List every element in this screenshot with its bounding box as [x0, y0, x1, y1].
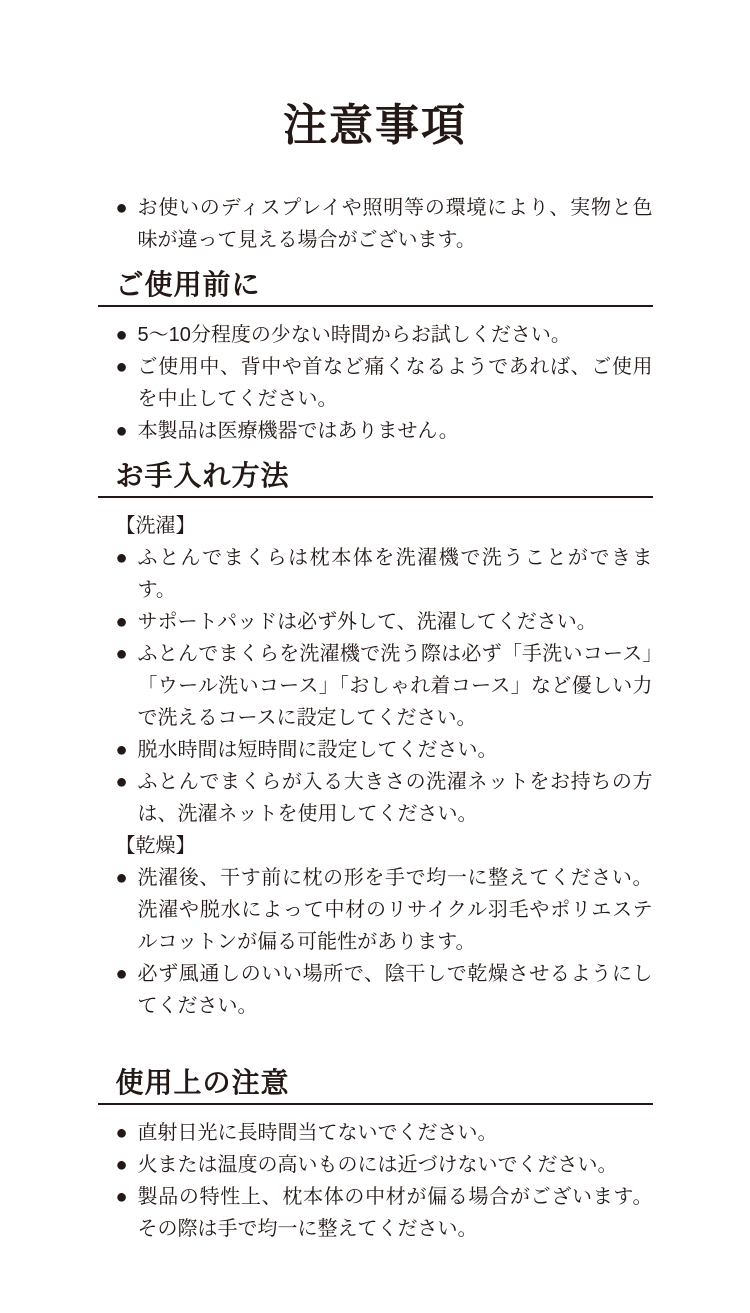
bullet-item [116, 415, 653, 447]
section [98, 461, 653, 1022]
bullet-icon: ● [115, 324, 128, 346]
bullet-icon: ● [115, 643, 128, 665]
content-column [98, 192, 653, 1245]
bullet-item [116, 542, 653, 606]
bullet-icon: ● [115, 867, 128, 889]
bullet-text: ふとんでまくらを洗濯機で洗う際は必ず「手洗いコース」「ウール洗いコース」「おしゃれ着コース」など優しい力で洗えるコースに設定してください。 [137, 643, 653, 729]
bullet-icon: ● [115, 771, 128, 793]
bullet-text: サポートパッドは必ず外して、洗濯してください。 [137, 611, 597, 633]
section-title: お手入れ方法 [115, 460, 290, 491]
bullet-text: 5〜10分程度の少ない時間からお試しください。 [137, 324, 571, 346]
bullet-text: 脱水時間は短時間に設定してください。 [137, 739, 498, 761]
bullet-item [116, 638, 653, 734]
bullet-item [116, 351, 653, 415]
bullet-icon: ● [115, 1122, 128, 1144]
section-heading-rule [98, 1068, 653, 1105]
bullet-icon: ● [115, 963, 128, 985]
bullet-icon: ● [115, 356, 128, 378]
bullet-item [116, 192, 653, 256]
bullet-icon: ● [115, 1186, 128, 1208]
bullet-text: 製品の特性上、枕本体の中材が偏る場合がございます。その際は手で均一に整えてください。 [137, 1186, 653, 1240]
bullet-text: 火または温度の高いものには近づけないでください。 [137, 1154, 618, 1176]
section-body [116, 510, 653, 1022]
bullet-item [116, 1149, 653, 1181]
section-heading-rule [98, 270, 653, 307]
bullet-icon: ● [115, 611, 128, 633]
bullet-item [116, 862, 653, 958]
section-heading-rule [98, 461, 653, 498]
group-label: 【乾燥】 [115, 835, 196, 857]
intro-notes [116, 192, 653, 256]
bullet-icon: ● [115, 1154, 128, 1176]
bullet-icon: ● [115, 197, 128, 219]
bullet-item [116, 1117, 653, 1149]
bullet-text: ふとんでまくらが入る大きさの洗濯ネットをお持ちの方は、洗濯ネットを使用してください。 [137, 771, 653, 825]
bullet-text: ご使用中、背中や首など痛くなるようであれば、ご使用を中止してください。 [137, 356, 653, 410]
section [98, 270, 653, 447]
section [98, 1068, 653, 1245]
bullet-icon: ● [115, 739, 128, 761]
bullet-icon: ● [115, 420, 128, 442]
bullet-text: 直射日光に長時間当てないでください。 [137, 1122, 498, 1144]
bullet-item [116, 958, 653, 1022]
bullet-text: 洗濯後、干す前に枕の形を手で均一に整えてください。洗濯や脱水によって中材のリサイクル羽毛やポリエステルコットンが偏る可能性があります。 [137, 867, 653, 953]
page-title: 注意事項 [283, 101, 467, 150]
bullet-item [116, 606, 653, 638]
bullet-text: 必ず風通しのいい場所で、陰干しで乾燥させるようにしてください。 [137, 963, 653, 1017]
section-title: ご使用前に [115, 269, 261, 300]
bullet-item [116, 734, 653, 766]
bullet-text: ふとんでまくらは枕本体を洗濯機で洗うことができます。 [137, 547, 653, 601]
bullet-item [116, 1181, 653, 1245]
section-title: 使用上の注意 [115, 1067, 290, 1098]
sections [98, 270, 653, 1245]
group-label: 【洗濯】 [115, 515, 196, 537]
bullet-item [116, 319, 653, 351]
bullet-item [116, 766, 653, 830]
section-body [116, 1117, 653, 1245]
bullet-icon: ● [115, 547, 128, 569]
section-body [116, 319, 653, 447]
bullet-text: 本製品は医療機器ではありません。 [137, 420, 459, 442]
bullet-text: お使いのディスプレイや照明等の環境により、実物と色味が違って見える場合がございます。 [137, 197, 653, 251]
